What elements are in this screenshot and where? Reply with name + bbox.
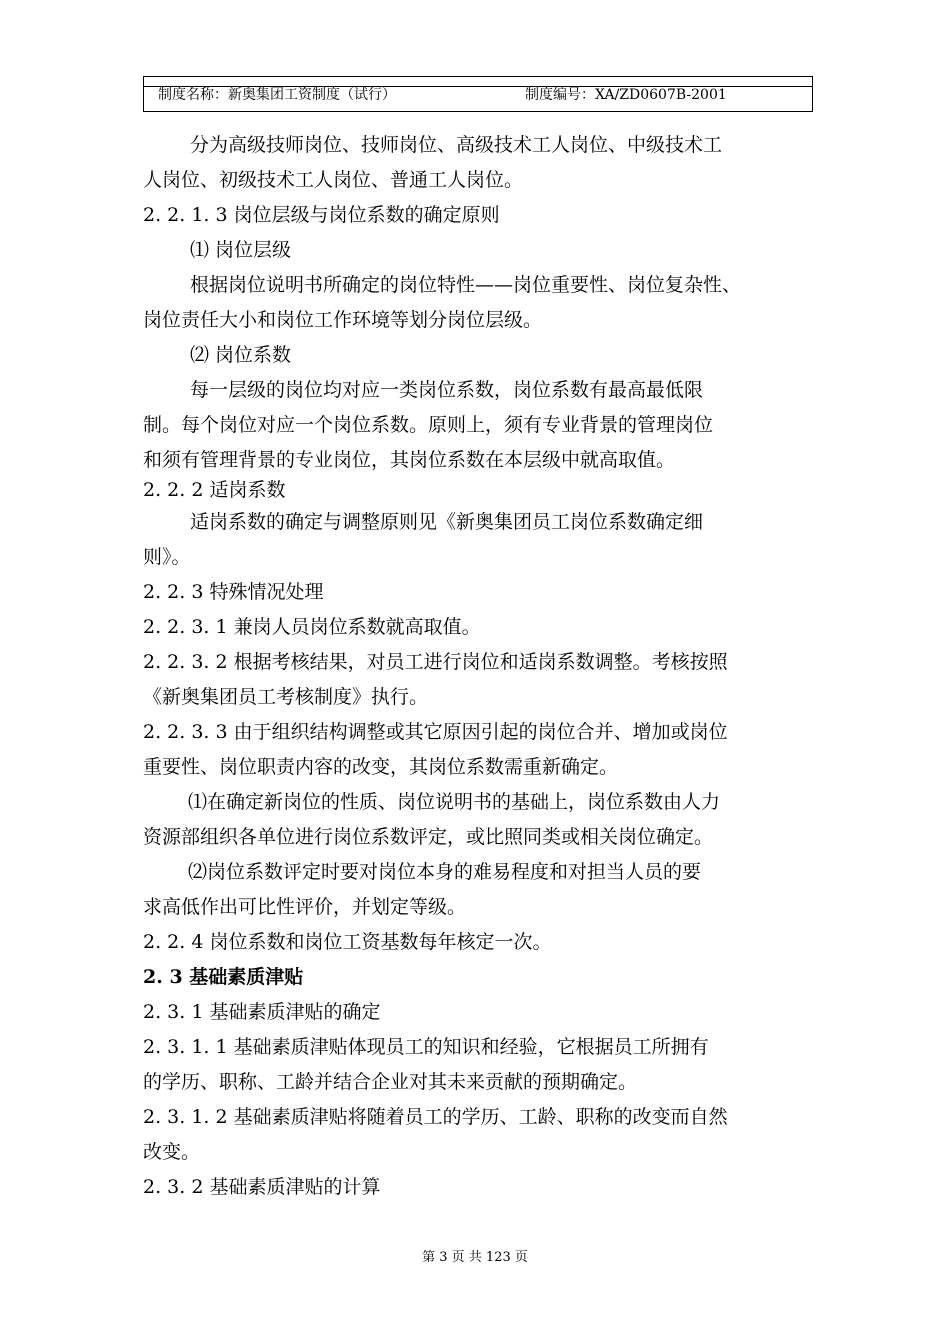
text-line: 求高低作出可比性评价，并划定等级。: [143, 896, 467, 918]
section-heading: 2. 3. 1 基础素质津贴的确定: [143, 1001, 381, 1023]
regulation-name: 制度名称：新奥集团工资制度（试行）: [158, 87, 396, 103]
section-heading-bold: 2. 3 基础素质津贴: [143, 966, 304, 988]
subsection-heading: ⑵ 岗位系数: [190, 344, 292, 366]
section-heading: 2. 2. 2 适岗系数: [143, 479, 286, 501]
text-line: 资源部组织各单位进行岗位系数评定，或比照同类或相关岗位确定。: [143, 826, 714, 848]
section-heading: 2. 3. 2 基础素质津贴的计算: [143, 1176, 381, 1198]
text-line: 则》。: [143, 546, 191, 568]
text-line: 2. 3. 1. 2 基础素质津贴将随着员工的学历、工龄、职称的改变而自然: [143, 1106, 728, 1128]
text-line: 2. 3. 1. 1 基础素质津贴体现员工的知识和经验，它根据员工所拥有: [143, 1036, 709, 1058]
text-line: 2. 2. 3. 2 根据考核结果，对员工进行岗位和适岗系数调整。考核按照: [143, 651, 728, 673]
text-line: 岗位责任大小和岗位工作环境等划分岗位层级。: [143, 309, 543, 331]
text-line: 适岗系数的确定与调整原则见《新奥集团员工岗位系数确定细: [190, 511, 704, 533]
text-line: 人岗位、初级技术工人岗位、普通工人岗位。: [143, 169, 524, 191]
text-line: ⑵岗位系数评定时要对岗位本身的难易程度和对担当人员的要: [188, 861, 702, 883]
text-line: 和须有管理背景的专业岗位，其岗位系数在本层级中就高取值。: [143, 449, 676, 471]
section-heading: 2. 2. 1. 3 岗位层级与岗位系数的确定原则: [143, 204, 500, 226]
text-line: 的学历、职称、工龄并结合企业对其未来贡献的预期确定。: [143, 1071, 638, 1093]
text-line: 每一层级的岗位均对应一类岗位系数，岗位系数有最高最低限: [190, 379, 704, 401]
page-number-footer: 第 3 页 共 123 页: [422, 1250, 528, 1265]
regulation-number: 制度编号：XA/ZD0607B-2001: [525, 87, 727, 103]
text-line: 2. 2. 3. 1 兼岗人员岗位系数就高取值。: [143, 616, 481, 638]
subsection-heading: ⑴ 岗位层级: [190, 239, 292, 261]
text-line: 改变。: [143, 1141, 201, 1163]
text-line: 分为高级技师岗位、技师岗位、高级技术工人岗位、中级技术工: [190, 134, 723, 156]
text-line: 根据岗位说明书所确定的岗位特性——岗位重要性、岗位复杂性、: [190, 274, 742, 296]
text-line: 2. 2. 4 岗位系数和岗位工资基数每年核定一次。: [143, 931, 552, 953]
text-line: 制。每个岗位对应一个岗位系数。原则上，须有专业背景的管理岗位: [143, 414, 714, 436]
text-line: ⑴在确定新岗位的性质、岗位说明书的基础上，岗位系数由人力: [188, 791, 721, 813]
document-header: [143, 76, 813, 112]
section-heading: 2. 2. 3 特殊情况处理: [143, 581, 324, 603]
text-line: 《新奥集团员工考核制度》执行。: [143, 686, 429, 708]
text-line: 重要性、岗位职责内容的改变，其岗位系数需重新确定。: [143, 756, 619, 778]
text-line: 2. 2. 3. 3 由于组织结构调整或其它原因引起的岗位合并、增加或岗位: [143, 721, 728, 743]
